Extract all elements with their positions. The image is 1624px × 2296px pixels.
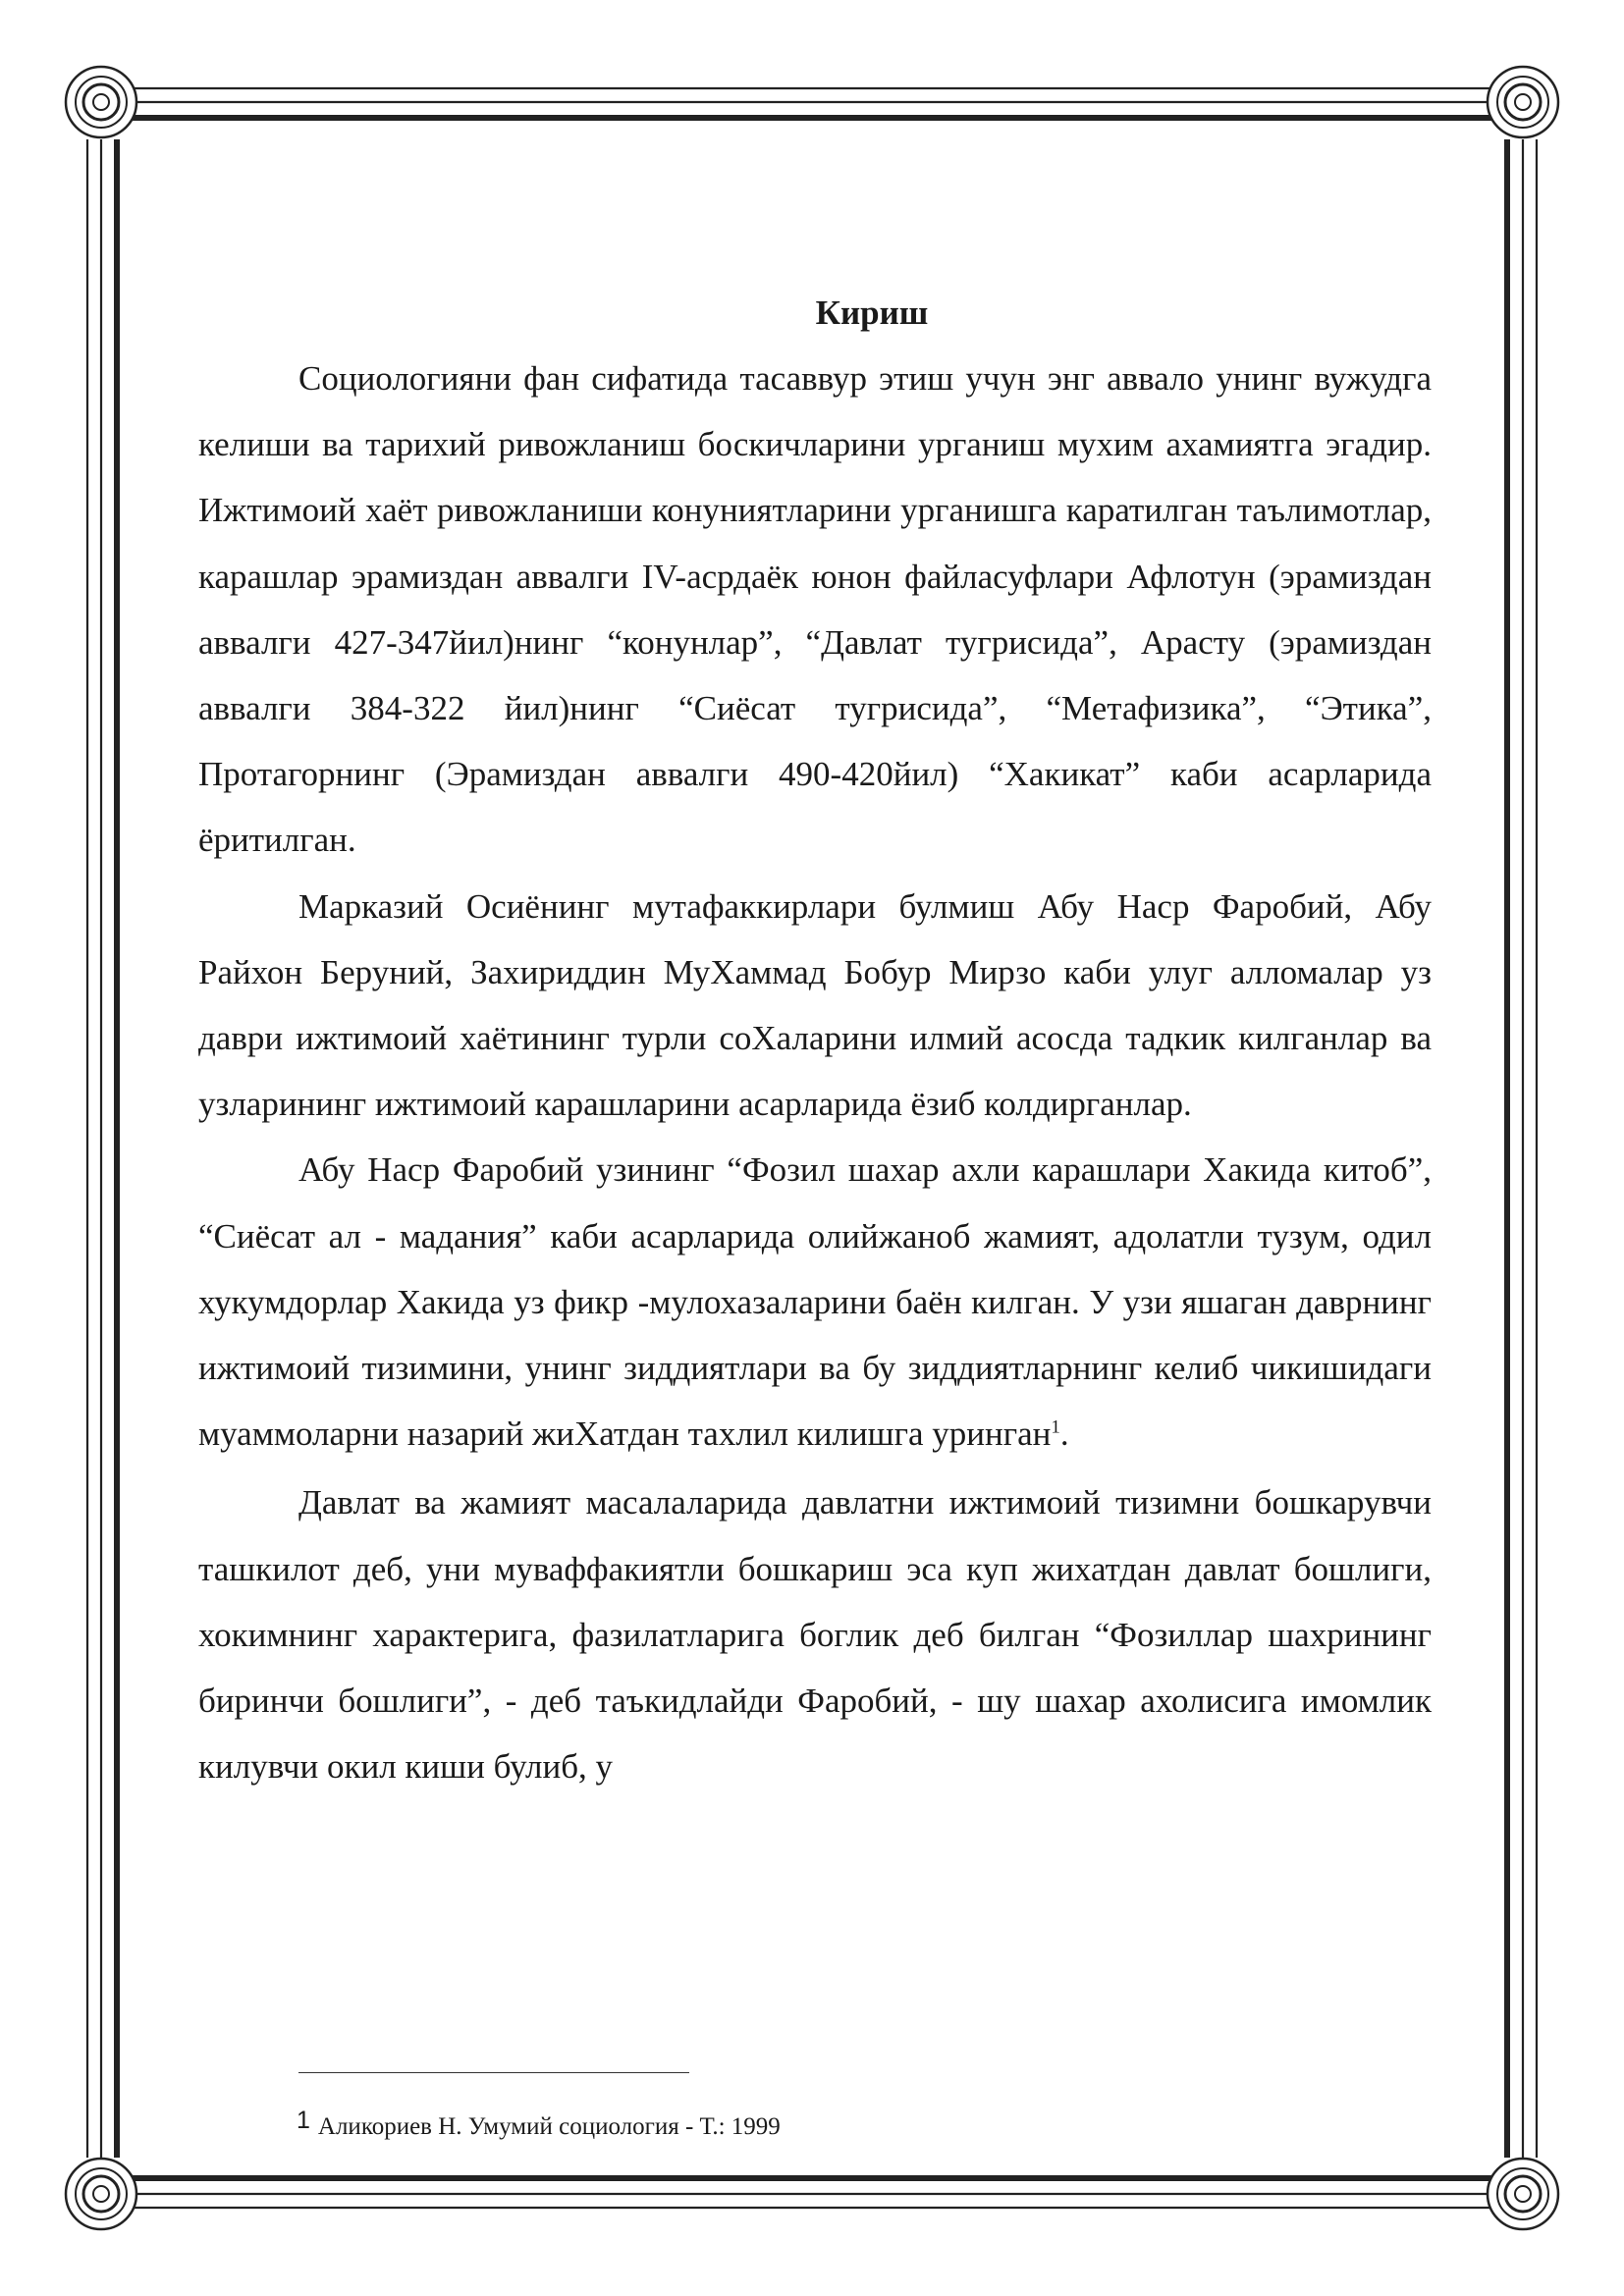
paragraph-3 <box>198 1137 1432 1467</box>
paragraph-1: Социологияни фан сифатида тасаввур этиш учун энг аввало унинг вужудга келиши ва тарихий ривожланиш боскичларини урганиш мухим ахамиятга эгадир. Ижтимоий хаёт ривожланиши конуниятларини урганишга каратилган таълимотлар, карашлар эрамиздан аввалги IV-асрдаёк юнон файласуфлари Афлотун (эрамиздан аввалги 427-347йил)нинг “конунлар”, “Давлат тугрисида”, Арасту (эрамиздан аввалги 384-322 йил)нинг “Сиёсат тугрисида”, “Метафизика”, “Этика”, Протагорнинг (Эрамиздан аввалги 490-420йил) “Хакикат” каби асарларида ёритилган. <box>198 359 1432 860</box>
paragraph-4: Давлат ва жамият масалаларида давлатни ижтимоий тизимни бошкарувчи ташкилот деб, уни муваффакиятли бошкариш эса куп жихатдан давлат бошлиги, хокимнинг характерига, фазилатларига боглик деб билган “Фозиллар шахрининг биринчи бошлиги”, - деб таъкидлайди Фаробий, - шу шахар ахолисига имомлик килувчи окил киши булиб, у <box>198 1483 1432 1787</box>
document-body <box>198 280 1432 1799</box>
corner-ornament-top-left <box>66 67 136 137</box>
footnote-text: Аликориев Н. Умумий социология - Т.: 1999 <box>317 2113 781 2140</box>
footnote <box>297 2109 781 2145</box>
paragraph-2: Марказий Осиёнинг мутафаккирлари булмиш Абу Наср Фаробий, Абу Райхон Беруний, Захириддин МуХаммад Бобур Мирзо каби улуг алломалар уз даври ижтимоий хаётининг турли соХаларини илмий асосда тадкик килганлар ва узларининг ижтимоий карашларини асарларида ёзиб колдирганлар. <box>198 886 1432 1124</box>
document-title: Кириш <box>815 294 929 332</box>
footnote-separator <box>298 2072 689 2073</box>
footnote-reference[interactable]: 1 <box>1051 1416 1060 1438</box>
paragraph-3-text: Абу Наср Фаробий узининг “Фозил шахар ахли карашлари Хакида китоб”, “Сиёсат ал - мадания” каби асарларида олийжаноб жамият, адолатли тузум, одил хукумдорлар Хакида уз фикр -мулохазаларини баён килган. У узи яшаган даврнинг ижтимоий тизимини, унинг зиддиятлари ва бу зиддиятларнинг келиб чикишидаги муаммоларни назарий жиХатдан тахлил килишга уринган <box>198 1150 1432 1454</box>
corner-ornament-bottom-left <box>66 2159 136 2229</box>
footnote-number: 1 <box>297 2107 310 2134</box>
paragraph-3-tail: . <box>1059 1415 1069 1454</box>
corner-ornament-top-right <box>1488 67 1558 137</box>
corner-ornament-bottom-right <box>1488 2159 1558 2229</box>
